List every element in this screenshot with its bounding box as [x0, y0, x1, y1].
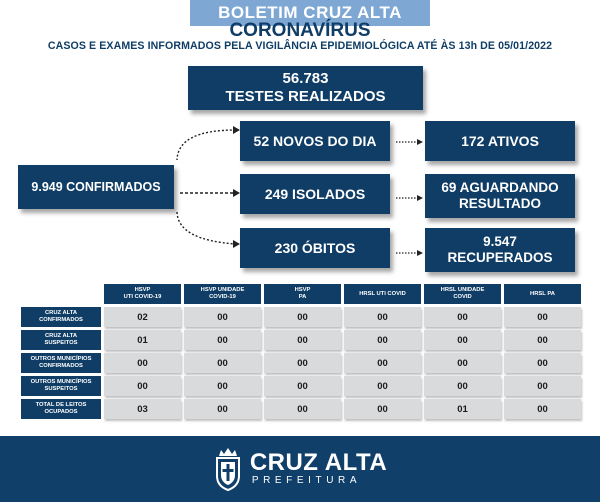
new-day-label: 52 NOVOS DO DIA [253, 132, 377, 149]
brand-name: CRUZ ALTA [249, 449, 388, 476]
row-header: CRUZ ALTA SUSPEITOS [21, 330, 101, 350]
table-cell: 00 [264, 330, 341, 350]
table-cell: 00 [104, 376, 181, 396]
table-cell: 00 [184, 399, 261, 419]
table-row [21, 399, 581, 419]
table-cell: 02 [104, 307, 181, 327]
table-cell: 00 [424, 353, 501, 373]
table-cell: 00 [264, 353, 341, 373]
table-cell: 00 [344, 353, 421, 373]
table-cell: 00 [264, 376, 341, 396]
recovered-line1: 9.547 [483, 233, 517, 249]
row-header: OUTROS MUNICÍPIOS CONFIRMADOS [21, 353, 101, 373]
table-cell: 00 [504, 353, 581, 373]
footer-bar [0, 436, 600, 502]
table-cell: 00 [264, 307, 341, 327]
tests-label: TESTES REALIZADOS [225, 88, 386, 105]
active-box [425, 121, 575, 161]
waiting-line1: 69 AGUARDANDO [441, 179, 559, 195]
table-cell: 00 [504, 399, 581, 419]
table-cell: 00 [184, 330, 261, 350]
recovered-box [425, 228, 575, 272]
table-cell: 00 [344, 330, 421, 350]
confirmed-box [18, 165, 174, 209]
confirmed-label: 9.949 CONFIRMADOS [31, 179, 161, 194]
table-cell: 00 [184, 307, 261, 327]
bulletin-description: CASOS E EXAMES INFORMADOS PELA VIGILÂNCIA EPIDEMIOLÓGICA ATÉ ÀS 13h DE 05/01/2022 [47, 40, 553, 52]
table-row [21, 353, 581, 373]
table-cell: 00 [344, 399, 421, 419]
table-cell: 00 [104, 353, 181, 373]
table-cell: 00 [504, 307, 581, 327]
beds-table [18, 281, 584, 422]
table-cell: 00 [424, 376, 501, 396]
column-header: HRSL UNIDADE COVID [424, 284, 501, 304]
column-header: HSVP UTI COVID-19 [104, 284, 181, 304]
column-header: HSVP PA [264, 284, 341, 304]
table-row [21, 307, 581, 327]
table-cell: 00 [184, 353, 261, 373]
tests-value: 56.783 [282, 70, 329, 87]
table-cell: 03 [104, 399, 181, 419]
new-day-box [240, 121, 390, 161]
recovered-line2: RECUPERADOS [447, 250, 553, 265]
bulletin-title: BOLETIM CRUZ ALTA [190, 0, 430, 26]
table-cell: 00 [504, 376, 581, 396]
deaths-box [240, 228, 390, 268]
table-cell: 01 [104, 330, 181, 350]
city-logo [213, 446, 387, 492]
row-header: OUTROS MUNICÍPIOS SUSPEITOS [21, 376, 101, 396]
table-corner [21, 284, 101, 304]
table-cell: 00 [424, 307, 501, 327]
city-crest-icon [213, 446, 243, 492]
table-cell: 00 [184, 376, 261, 396]
isolated-box [240, 174, 390, 214]
column-header: HRSL PA [504, 284, 581, 304]
brand-sub: PREFEITURA [251, 475, 362, 486]
table-row [21, 376, 581, 396]
column-header: HRSL UTI COVID [344, 284, 421, 304]
table-cell: 00 [344, 307, 421, 327]
row-header: TOTAL DE LEITOS OCUPADOS [21, 399, 101, 419]
table-row [21, 330, 581, 350]
waiting-box [425, 174, 575, 218]
isolated-label: 249 ISOLADOS [264, 185, 366, 202]
row-header: CRUZ ALTA CONFIRMADOS [21, 307, 101, 327]
table-cell: 01 [424, 399, 501, 419]
table-cell: 00 [264, 399, 341, 419]
waiting-line2: RESULTADO [459, 196, 541, 211]
column-header: HSVP UNIDADE COVID-19 [184, 284, 261, 304]
active-label: 172 ATIVOS [461, 132, 539, 149]
table-cell: 00 [344, 376, 421, 396]
table-cell: 00 [424, 330, 501, 350]
deaths-label: 230 ÓBITOS [274, 239, 356, 256]
table-header-row [21, 284, 581, 304]
table-cell: 00 [504, 330, 581, 350]
bulletin-subtitle: CORONAVÍRUS [229, 20, 371, 41]
